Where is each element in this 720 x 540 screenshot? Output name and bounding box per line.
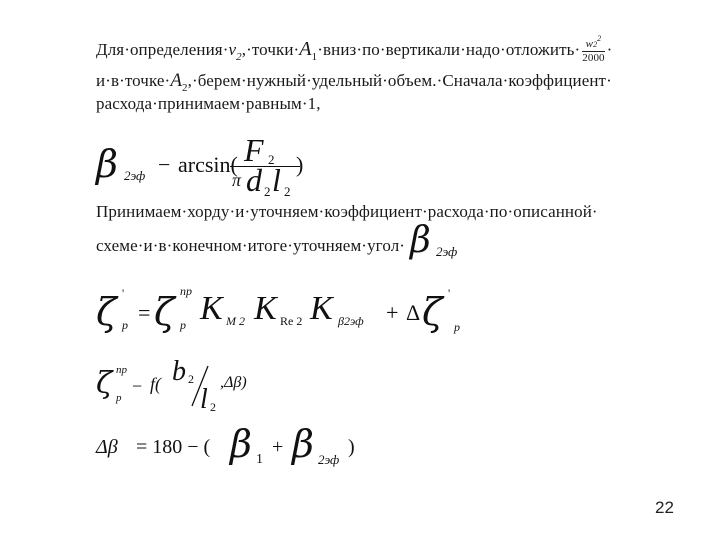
formula-zeta-p: ζ ' р = ζ пр р K M 2 K Re 2 K β2эф + Δ ζ ' р [96, 284, 460, 334]
fraction-w2-2000: $\frac{w2^2}{2000}$ [582, 34, 605, 65]
page-number: 22 [655, 498, 674, 517]
symbol-beta: β [96, 142, 118, 186]
var-v: v [228, 40, 237, 59]
formula-beta-arcsin: β 2эф − arcsin( F 2 π d 2 l 2 ) [96, 132, 304, 199]
symbol-beta-inline: β [410, 220, 431, 261]
symbol-F: F [244, 132, 264, 168]
text-line-1: $Для\cdot определения\cdot v_2,\cdot точки\cdot A_1\cdot вниз\cdot по\cdot вертикали\cdot надо\cdot отложить\cdot$ $\frac{w2^2}{2000}$ · [96, 34, 613, 65]
var-A2: A [170, 70, 183, 91]
text-line-4: Принимаем·хорду·и·уточняем·коэффициент·расхода·по·описанной· [96, 202, 598, 221]
formula-delta-beta: Δβ = 180 − ( β 1 + β 2эф ) [96, 422, 355, 467]
formula-zeta-pr: ζ пр р − f( b 2 l 2 ,Δβ) [96, 356, 247, 415]
text-line-3: расхода·принимаем·равным·1, [96, 94, 321, 113]
text-line-2: $и\cdot в\cdot точке\cdot A_2,\cdot берем\cdot нужный\cdot удельный\cdot объем.\cdot Сначала\cdot коэффициент\cdot$ [96, 70, 612, 94]
fraction-bar [230, 166, 300, 167]
slide: $Для\cdot определения\cdot v_2,\cdot точки\cdot A_1\cdot вниз\cdot по\cdot вертикали\cdot надо\cdot отложить\cdot$ $\frac{w2^2}{2000}$ · $и\cdot в\cdot точке\cdot A_2,\cdot берем\cdot нужный\cdot удельный\cdot объем.\cdot Сначала\cdot коэффициент\cdot$ расхода·принимаем·равным·1, β 2эф − arcsin( F 2 π d 2 l 2 ) Принимаем·хорду·и·уточняем·коэффициент·расхода·по·описанной· схеме·и·в·конечном·итоге·уточняем·угол· β 2эф ζ ' р = ζ пр р K M 2 K Re 2 K β2эф + Δ ζ ' р ζ пр р − f( b 2 l 2 ,Δβ) Δβ = 180 − ( β 1 + β 2эф ) 22 [96, 34, 674, 517]
var-A1: A [299, 38, 312, 60]
text-line-5: схеме·и·в·конечном·итоге·уточняем·угол· [96, 236, 406, 255]
